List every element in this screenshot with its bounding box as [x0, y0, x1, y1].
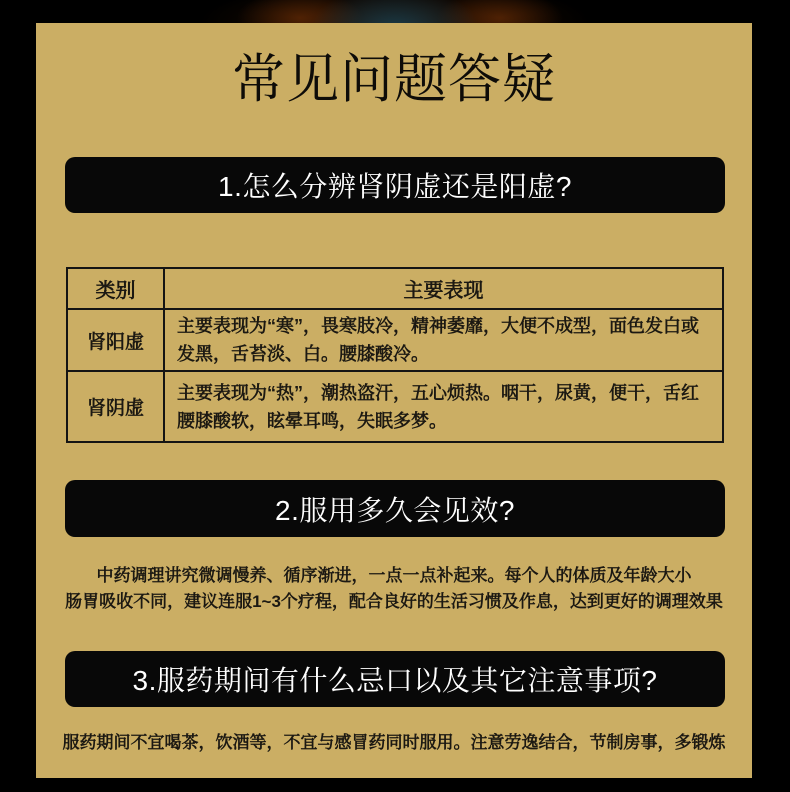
answer-paragraph-q2	[36, 563, 752, 615]
question-2-label: 2.服用多久会见效?	[275, 494, 515, 526]
content-panel	[36, 23, 752, 778]
table-header-category: 类别	[68, 269, 165, 310]
question-1-label: 1.怎么分辨肾阴虚还是阳虚?	[218, 171, 572, 202]
question-banner-3	[65, 651, 725, 707]
category-cell-yin-deficiency: 肾阴虚	[68, 372, 165, 441]
question-banner-2	[65, 480, 725, 537]
answer-paragraph-q3: 服药期间不宜喝茶，饮酒等，不宜与感冒药同时服用。注意劳逸结合，节制房事，多锻炼	[62, 733, 726, 752]
question-3-label: 3.服药期间有什么忌口以及其它注意事项?	[132, 665, 658, 696]
symptoms-cell-yang-deficiency: 主要表现为“寒”，畏寒肢冷，精神萎靡，大便不成型，面色发白或发黑，舌苔淡、白。腰膝酸冷。	[165, 310, 722, 372]
category-cell-yang-deficiency: 肾阳虚	[68, 310, 165, 372]
flame-artwork	[0, 0, 790, 23]
bottom-bar	[0, 778, 790, 792]
symptom-comparison-table	[66, 267, 724, 443]
answer-q2-line-1: 中药调理讲究微调慢养、循序渐进，一点一点补起来。每个人的体质及年龄大小	[96, 566, 692, 585]
answer-q2-line-2: 肠胃吸收不同，建议连服1~3个疗程，配合良好的生活习惯及作息，达到更好的调理效果	[65, 592, 723, 611]
question-banner-1	[65, 157, 725, 213]
symptoms-cell-yin-deficiency: 主要表现为“热”，潮热盗汗，五心烦热。咽干，尿黄，便干，舌红腰膝酸软，眩晕耳鸣，失眠多梦。	[177, 382, 699, 431]
page-title: 常见问题答疑	[232, 50, 556, 109]
table-header-symptoms: 主要表现	[165, 269, 722, 310]
